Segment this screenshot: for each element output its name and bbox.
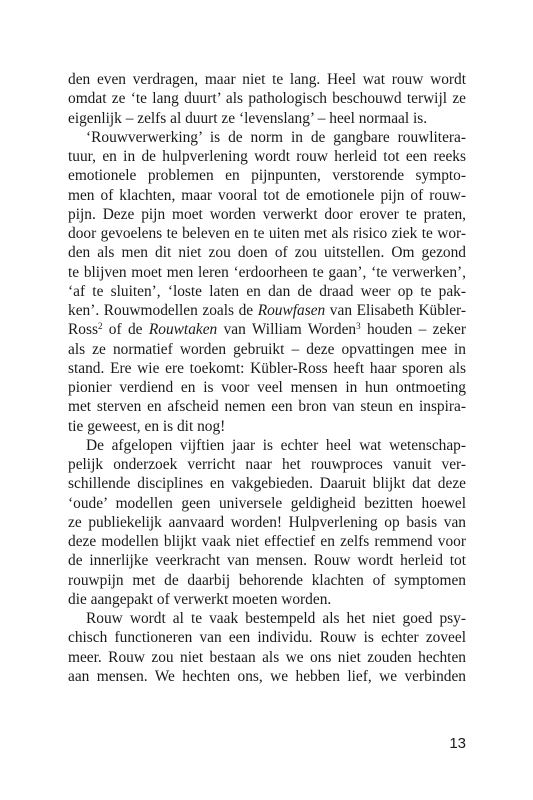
text-line: deze modellen blijkt vaak niet effectief en zelfs remmend voor	[68, 533, 466, 550]
text-line: Rouw wordt al te vaak bestempeld als het niet goed psy-	[86, 610, 466, 627]
text-line: ‘af te sluiten’, ‘loste laten en dan de draad weer op te pak-	[68, 282, 466, 300]
text-line: pijn. Deze pijn moet worden verwerkt door erover te praten,	[68, 205, 466, 223]
text-line	[68, 301, 466, 320]
text-line: ze publiekelijk aanvaard worden! Hulpverlening op basis van	[68, 513, 466, 531]
text-segment: ken’. Rouwmodellen zoals de	[68, 302, 258, 319]
body-text	[68, 70, 466, 686]
text-line: omdat ze ‘te lang duurt’ als pathologisch beschouwd terwijl ze	[68, 90, 466, 108]
text-line: emotionele problemen en pijnpunten, verstorende sympto-	[68, 167, 466, 185]
text-line: meer. Rouw zou niet bestaan als we ons niet zouden hechten	[68, 648, 466, 666]
text-line: die aangepakt of verwerkt moeten worden.	[68, 590, 332, 608]
text-line: stand. Ere wie ere toekomt: Kübler-Ross heeft haar sporen als	[68, 359, 466, 377]
text-line: als ze normatief worden gebruikt – deze opvattingen mee in	[68, 340, 466, 358]
text-line: te blijven moet men leren ‘erdoorheen te gaan’, ‘te verwerken’,	[68, 263, 466, 281]
text-line: aan mensen. We hechten ons, we hebben lief, we verbinden	[68, 667, 466, 685]
text-segment: van Elisabeth Kübler-	[325, 302, 467, 319]
text-segment: houden – zeker	[360, 321, 466, 339]
text-segment: van William Worden	[217, 321, 357, 339]
text-segment: of de	[102, 321, 149, 339]
text-line: tuur, en in de hulpverlening wordt rouw herleid tot een reeks	[68, 148, 466, 165]
text-line	[68, 320, 466, 339]
page-number: 13	[449, 735, 466, 752]
footnote-ref-2: 2	[97, 321, 103, 332]
text-line: pionier verdiend en is voor veel mensen in hun ontmoeting	[68, 379, 466, 396]
text-line: tie geweest, en is dit nog!	[68, 417, 226, 435]
text-segment: Ross	[68, 321, 98, 339]
text-line: ‘oude’ modellen geen universele geldigheid bezitten hoewel	[68, 494, 466, 512]
book-title-rouwfasen: Rouwfasen	[257, 302, 326, 319]
text-line: ‘Rouwverwerking’ is de norm in de gangbare rouwlitera-	[86, 128, 466, 146]
text-line: rouwpijn met de daarbij behorende klachten of symptomen	[68, 571, 466, 589]
text-line: De afgelopen vijftien jaar is echter heel wat wetenschap-	[86, 436, 466, 454]
text-line: schillende disciplines en vakgebieden. Daaruit blijkt dat deze	[68, 475, 466, 493]
text-line: door gevoelens te beleven en te uiten met als risico ziek te wor-	[68, 225, 466, 242]
text-line: den als men dit niet zou doen of zou uitstellen. Om gezond	[68, 244, 466, 262]
footnote-ref-3: 3	[356, 321, 361, 332]
text-line: eigenlijk – zelfs al duurt ze ‘levenslang’ – heel normaal is.	[68, 109, 428, 127]
text-line: met sterven en afscheid nemen een bron van steun en inspira-	[68, 398, 466, 416]
text-line: pelijk onderzoek verricht naar het rouwproces vanuit ver-	[68, 456, 466, 473]
text-line: men of klachten, maar vooral tot de emotionele pijn of rouw-	[68, 186, 466, 204]
text-line: den even verdragen, maar niet te lang. Heel wat rouw wordt	[68, 71, 466, 88]
text-line: de innerlijke veerkracht van mensen. Rouw wordt herleid tot	[68, 552, 466, 570]
text-line: chisch functioneren van een individu. Rouw is echter zoveel	[68, 629, 466, 647]
book-title-rouwtaken: Rouwtaken	[148, 321, 218, 339]
